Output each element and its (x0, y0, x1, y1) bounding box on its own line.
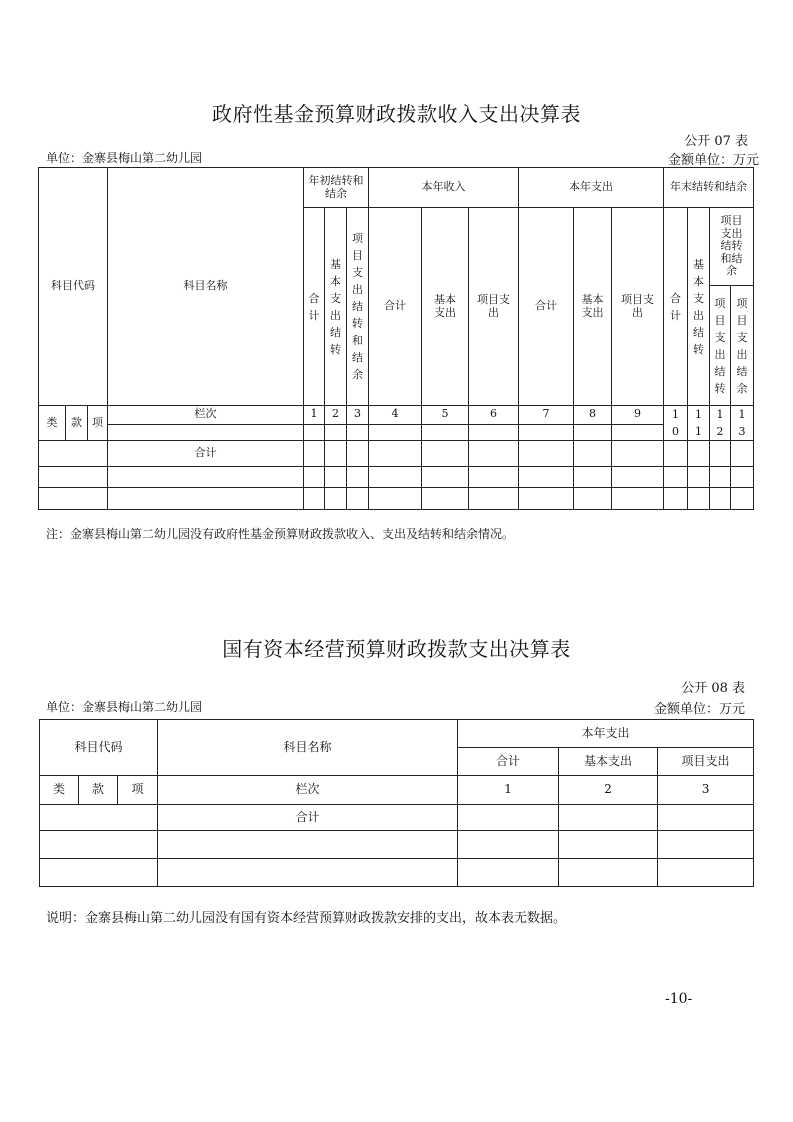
table-row (39, 441, 754, 467)
t1-row-total: 合计 (108, 441, 304, 467)
t1-header-name: 科目名称 (108, 168, 304, 406)
t1-income-proj: 项目支出 (469, 208, 519, 406)
t1-header-end: 年末结转和结余 (664, 168, 754, 208)
t1-begin-proj-carry: 项目支出结转和结余 (347, 208, 369, 406)
t1-expense-basic: 基本支出 (574, 208, 612, 406)
t1-col-no: 10 (664, 406, 688, 441)
table-row (40, 805, 754, 831)
t1-empty-cell (574, 424, 612, 440)
t1-empty-cell (304, 424, 325, 440)
t2-header-basic: 基本支出 (559, 748, 658, 776)
t2-col-no: 3 (658, 776, 754, 805)
t2-title: 国有资本经营预算财政拨款支出决算表 (222, 637, 571, 661)
t2-lanci: 栏次 (158, 776, 458, 805)
t1-income-total: 合计 (369, 208, 422, 406)
table-row (39, 467, 754, 488)
t1-begin-basic-carry: 基本支出结转 (325, 208, 347, 406)
t2-header-expense: 本年支出 (458, 720, 754, 748)
table-row (39, 488, 754, 510)
t1-empty-cell (325, 424, 347, 440)
t1-col-no: 5 (422, 406, 469, 425)
table-row (40, 859, 754, 887)
t1-empty-cell (469, 424, 519, 440)
t1-empty-cell (369, 424, 422, 440)
t2-header-total: 合计 (458, 748, 559, 776)
t1-begin-total: 合计 (304, 208, 325, 406)
t1-income-basic: 基本支出 (422, 208, 469, 406)
t1-header-expense: 本年支出 (519, 168, 664, 208)
t2-header-name: 科目名称 (158, 720, 458, 776)
t2-header-xiang: 项 (118, 776, 158, 805)
t1-unit: 单位：金寨县梅山第二幼儿园 (46, 151, 203, 165)
t1-expense-proj: 项目支出 (612, 208, 664, 406)
t1-col-no: 3 (347, 406, 369, 425)
t1-table (38, 167, 754, 510)
t1-expense-total: 合计 (519, 208, 574, 406)
t1-header-code: 科目代码 (39, 168, 108, 406)
t1-end-proj: 项目支出结转和结余 (710, 208, 754, 286)
t1-empty-cell (108, 424, 304, 440)
t1-col-no: 13 (731, 406, 754, 441)
page-number: -10- (665, 991, 693, 1007)
t1-col-no: 4 (369, 406, 422, 425)
t1-col-no: 11 (688, 406, 710, 441)
t1-col-no: 7 (519, 406, 574, 425)
t1-end-proj-balance: 项目支出结余 (731, 286, 754, 406)
t1-lanci: 栏次 (108, 406, 304, 425)
t2-header-proj: 项目支出 (658, 748, 754, 776)
t1-header-lei: 类 (39, 406, 66, 441)
t2-money-unit: 金额单位：万元 (653, 702, 745, 717)
t1-empty-cell (422, 424, 469, 440)
table-row (40, 831, 754, 859)
t1-col-no: 1 (304, 406, 325, 425)
t1-note: 注：金寨县梅山第二幼儿园没有政府性基金预算财政拨款收入、支出及结转和结余情况。 (46, 527, 515, 541)
t1-empty-cell (347, 424, 369, 440)
t1-header-xiang: 项 (88, 406, 108, 441)
t2-header-kuan: 款 (79, 776, 118, 805)
t2-row-total: 合计 (158, 805, 458, 831)
t1-header-kuan: 款 (66, 406, 88, 441)
t1-money-unit: 金额单位：万元 (667, 153, 759, 168)
t2-header-code: 科目代码 (40, 720, 158, 776)
t1-table-code: 公开 07 表 (684, 134, 748, 149)
t1-end-total: 合计 (664, 208, 688, 406)
t1-header-begin: 年初结转和结余 (304, 168, 369, 208)
t2-unit: 单位：金寨县梅山第二幼儿园 (46, 700, 203, 714)
t1-title: 政府性基金预算财政拨款收入支出决算表 (212, 102, 581, 126)
t1-col-no: 6 (469, 406, 519, 425)
t2-col-no: 2 (559, 776, 658, 805)
t2-header-lei: 类 (40, 776, 79, 805)
t1-header-income: 本年收入 (369, 168, 519, 208)
t1-end-basic-carry: 基本支出结转 (688, 208, 710, 406)
t1-empty-cell (519, 424, 574, 440)
t2-note: 说明：金寨县梅山第二幼儿园没有国有资本经营预算财政拨款安排的支出，故本表无数据。 (46, 911, 567, 926)
t2-table (39, 719, 754, 887)
t1-col-no: 12 (710, 406, 731, 441)
t1-col-no: 9 (612, 406, 664, 425)
t2-table-code: 公开 08 表 (681, 681, 745, 696)
t2-col-no: 1 (458, 776, 559, 805)
t1-col-no: 8 (574, 406, 612, 425)
t1-end-proj-carry: 项目支出结转 (710, 286, 731, 406)
t1-empty-cell (612, 424, 664, 440)
t1-col-no: 2 (325, 406, 347, 425)
